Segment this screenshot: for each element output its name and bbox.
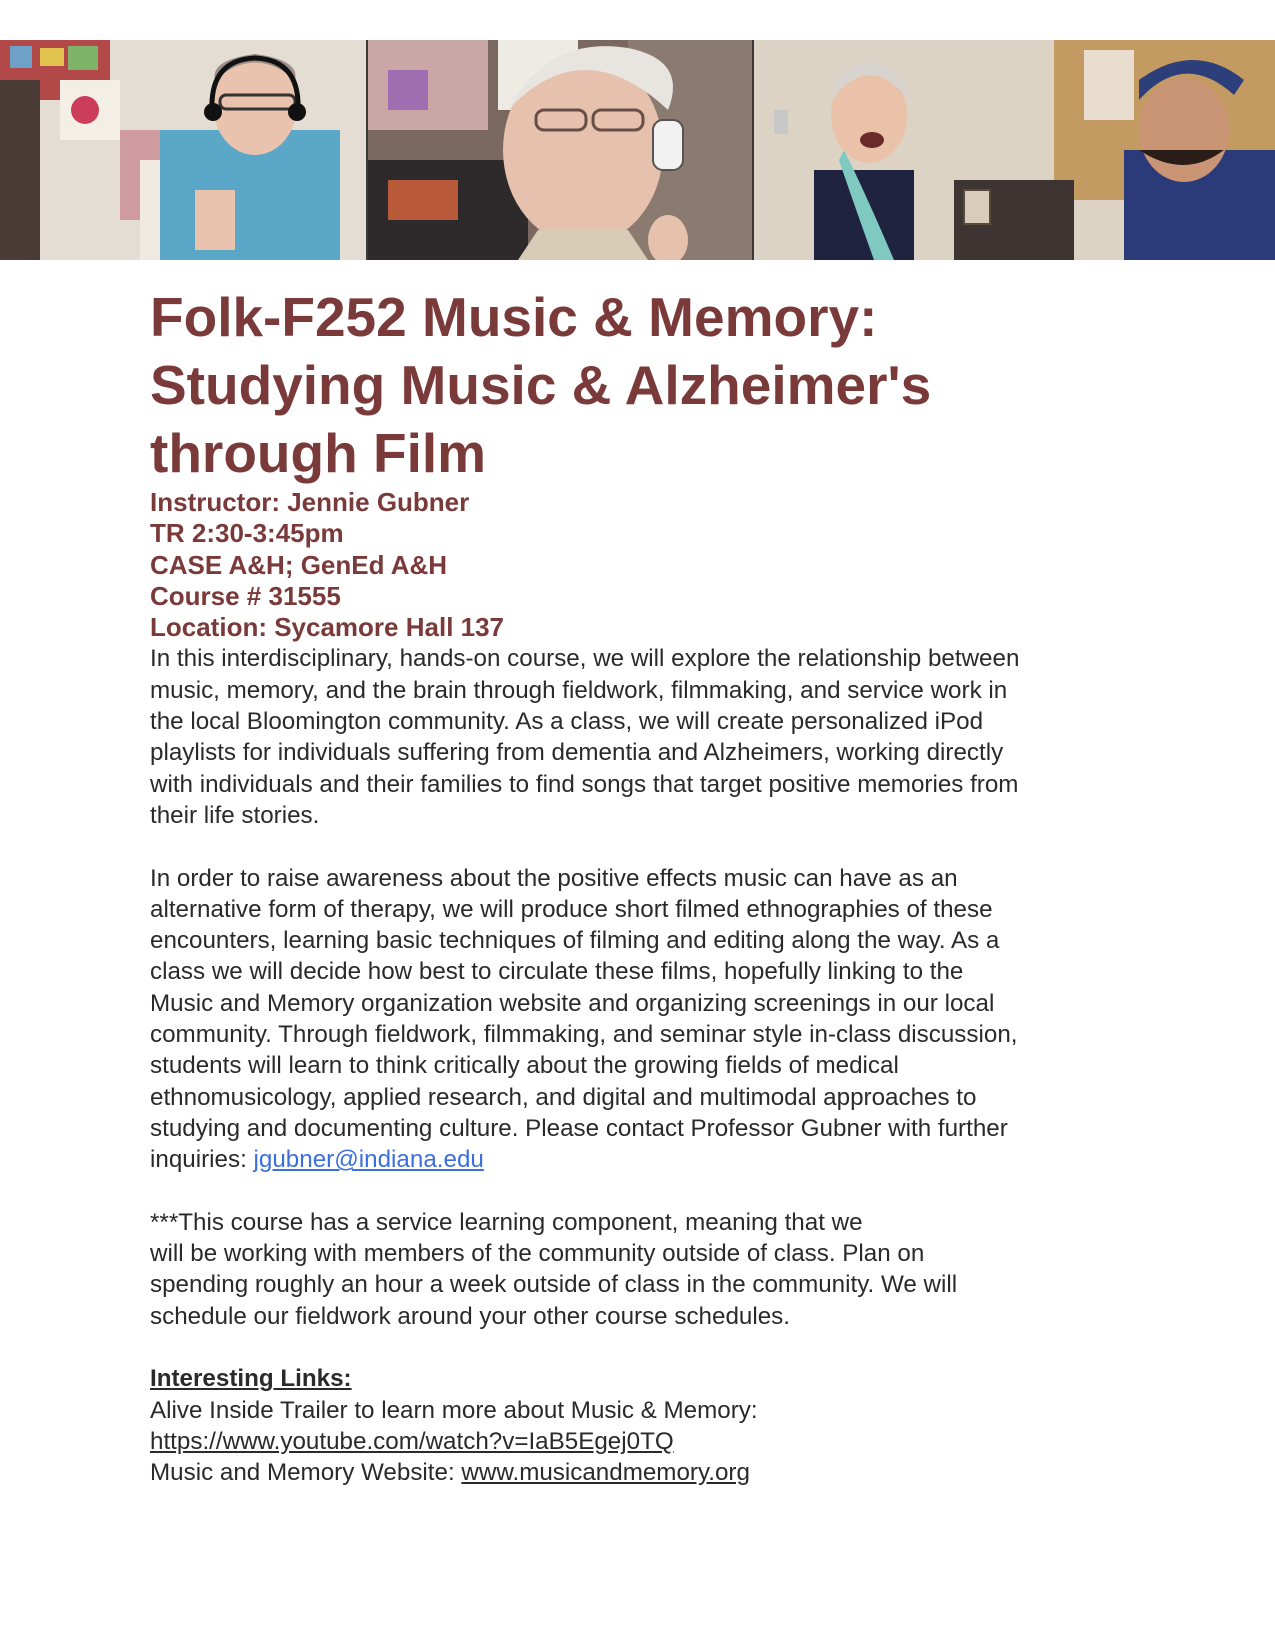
paragraph-line: with individuals and their families to find songs that target positive memories from: [150, 770, 1019, 798]
paragraph-line: students will learn to think critically about the growing fields of medical: [150, 1052, 899, 1080]
paragraph-line: the local Bloomington community. As a class, we will create personalized iPod: [150, 708, 984, 736]
paragraph-line: studying and documenting culture. Please contact Professor Gubner with further: [150, 1114, 1008, 1142]
photo-woman-and-young-man: [754, 40, 1275, 260]
paragraph-line: encounters, learning basic techniques of filming and editing along the way. As a: [150, 927, 1000, 955]
credits-line: CASE A&H; GenEd A&H: [150, 549, 448, 580]
flyer-content: [150, 283, 1130, 1489]
trailer-label: Alive Inside Trailer to learn more about Music & Memory:: [150, 1396, 758, 1424]
course-details: [150, 487, 1130, 643]
meeting-time-line: TR 2:30-3:45pm: [150, 518, 344, 549]
paragraph-line: music, memory, and the brain through fieldwork, filmmaking, and service work in: [150, 676, 1008, 704]
website-line: [150, 1457, 1130, 1488]
service-learning-paragraph: [150, 1207, 1130, 1332]
paragraph-line: will be working with members of the community outside of class. Plan on: [150, 1240, 925, 1268]
paragraph-line: spending roughly an hour a week outside of class in the community. We will: [150, 1271, 958, 1299]
course-number-line: Course # 31555: [150, 580, 341, 611]
inquiries-line: [150, 1144, 1130, 1175]
location-line: Location: Sycamore Hall 137: [150, 612, 505, 643]
website-label: Music and Memory Website:: [150, 1459, 462, 1487]
paragraph-line: their life stories.: [150, 801, 320, 829]
paragraph-spacer: [150, 831, 1130, 862]
instructor-line: Instructor: Jennie Gubner: [150, 487, 470, 517]
paragraph-line: alternative form of therapy, we will produce short filmed ethnographies of these: [150, 895, 993, 923]
trailer-youtube-link[interactable]: https://www.youtube.com/watch?v=IaB5Egej0TQ: [150, 1427, 674, 1455]
paragraph-line: community. Through fieldwork, filmmaking, and seminar style in-class discussion,: [150, 1021, 1018, 1049]
description-paragraph-1: [150, 643, 1130, 831]
course-title: [150, 283, 1130, 487]
paragraph-line: class we will decide how best to circulate these films, hopefully linking to the: [150, 958, 964, 986]
paragraph-line: In order to raise awareness about the positive effects music can have as an: [150, 864, 958, 892]
paragraph-line: ethnomusicology, applied research, and digital and multimodal approaches to: [150, 1083, 977, 1111]
photo-panel-woman-blue-shirt: [0, 40, 366, 260]
music-and-memory-website-link[interactable]: www.musicandmemory.org: [461, 1459, 750, 1487]
paragraph-line: ***This course has a service learning component, meaning that we: [150, 1208, 863, 1236]
paragraph-spacer: [150, 1176, 1130, 1207]
interesting-links-section: [150, 1363, 1130, 1488]
photo-woman-glasses: [368, 40, 752, 260]
photo-woman-blue-shirt: [0, 40, 366, 260]
course-title-line-3: through Film: [150, 422, 487, 484]
course-title-line-1: Folk-F252 Music & Memory:: [150, 286, 878, 348]
paragraph-line: In this interdisciplinary, hands-on course, we will explore the relationship between: [150, 645, 1020, 673]
paragraph-line: schedule our fieldwork around your other course schedules.: [150, 1302, 790, 1330]
photo-panel-woman-glasses: [368, 40, 752, 260]
header-photo-banner: [0, 40, 1275, 260]
paragraph-line: playlists for individuals suffering from dementia and Alzheimers, working directly: [150, 739, 1004, 767]
paragraph-line: Music and Memory organization website and organizing screenings in our local: [150, 989, 995, 1017]
course-title-line-2: Studying Music & Alzheimer's: [150, 354, 932, 416]
paragraph-spacer: [150, 1332, 1130, 1363]
inquiries-label: inquiries:: [150, 1146, 254, 1174]
instructor-email-link[interactable]: jgubner@indiana.edu: [253, 1146, 484, 1174]
interesting-links-heading: Interesting Links:: [150, 1365, 352, 1393]
photo-panel-woman-and-young-man: [754, 40, 1275, 260]
description-paragraph-2: [150, 863, 1130, 1176]
